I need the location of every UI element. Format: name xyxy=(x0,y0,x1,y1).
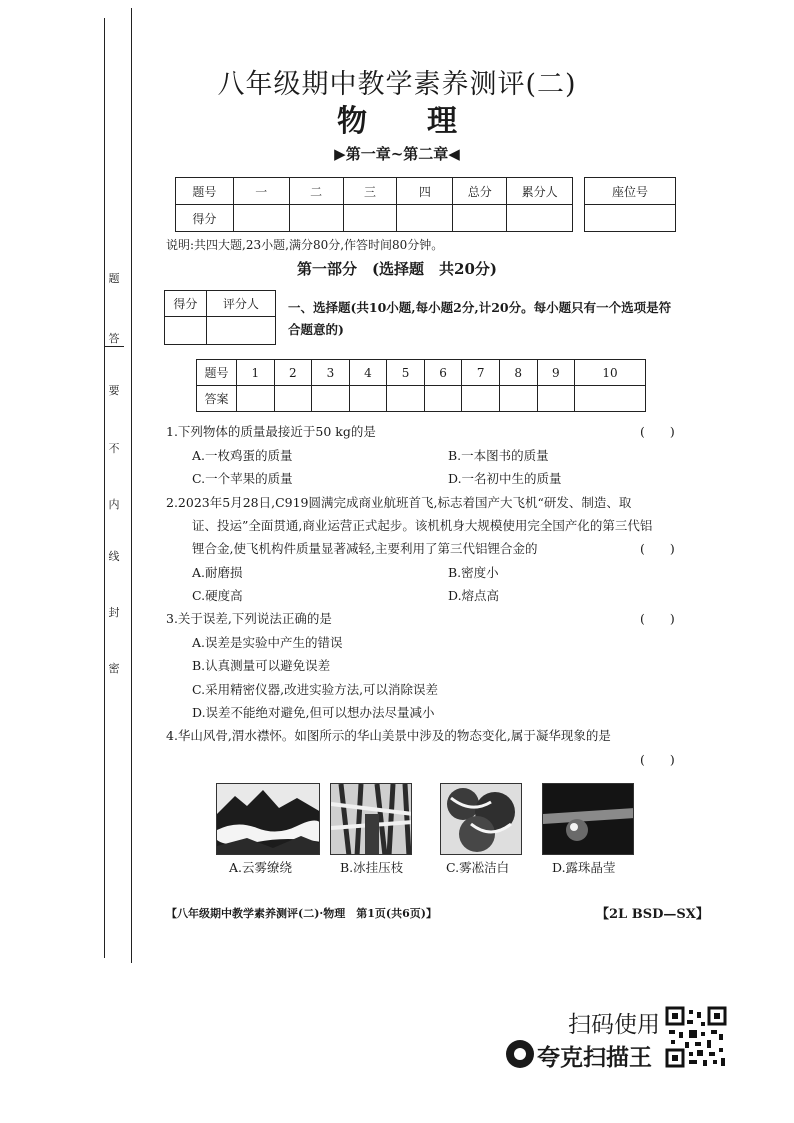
question-number-cell: 3 xyxy=(312,360,350,386)
exam-title: 八年级期中教学素养测评(二) xyxy=(217,69,577,100)
answer-paren: ( ) xyxy=(640,752,675,767)
seat-number-cell[interactable] xyxy=(585,205,676,232)
photo-caption-d: D.露珠晶莹 xyxy=(552,860,616,875)
score-cell[interactable] xyxy=(343,205,397,232)
score-cell[interactable] xyxy=(507,205,573,232)
answer-cell[interactable] xyxy=(575,386,646,412)
score-cell[interactable] xyxy=(397,205,453,232)
score-header-cell: 累分人 xyxy=(507,178,573,205)
answer-cell[interactable] xyxy=(424,386,462,412)
grader-name-cell[interactable] xyxy=(206,317,275,345)
exam-subject: 物 理 xyxy=(337,104,457,139)
score-cell[interactable] xyxy=(453,205,507,232)
option-d: D.误差不能绝对避免,但可以想办法尽量减小 xyxy=(192,705,435,720)
answer-row-label: 题号 xyxy=(197,360,237,386)
score-table xyxy=(175,177,573,232)
score-cell[interactable] xyxy=(233,205,289,232)
grader-score-cell[interactable] xyxy=(165,317,207,345)
margin-char: 封 xyxy=(108,606,120,619)
question-stem: 1.下列物体的质量最接近于50 kg的是 xyxy=(166,424,376,439)
question-number-cell: 9 xyxy=(537,360,575,386)
photo-rime-tree xyxy=(440,783,522,855)
margin-char: 答 xyxy=(108,332,120,345)
score-header-cell: 二 xyxy=(289,178,343,205)
option-a: A.一枚鸡蛋的质量 xyxy=(192,448,293,463)
option-c: C.硬度高 xyxy=(192,588,243,603)
part-one-title: 第一部分 (选择题 共20分) xyxy=(296,260,498,278)
scanner-brand: 夸克扫描王 xyxy=(537,1045,652,1071)
question-number-cell: 5 xyxy=(387,360,425,386)
chapter-range: ▶第一章~第二章◀ xyxy=(334,145,460,163)
margin-char: 要 xyxy=(108,384,120,397)
answer-paren: ( ) xyxy=(640,424,675,439)
scan-to-use-text: 扫码使用 xyxy=(568,1012,660,1038)
margin-char: 密 xyxy=(108,662,120,675)
margin-char: 不 xyxy=(108,442,120,455)
question-stem: 4.华山风骨,渭水襟怀。如图所示的华山美景中涉及的物态变化,属于凝华现象的是 xyxy=(166,728,611,743)
question-stem: 3.关于误差,下列说法正确的是 xyxy=(166,611,332,626)
answer-table xyxy=(196,359,646,412)
answer-paren: ( ) xyxy=(640,541,675,556)
photo-caption-a: A.云雾缭绕 xyxy=(229,860,293,875)
question-stem: 证、投运”全面贯通,商业运营正式起步。该机机身大规模使用完全国产化的第三代铝 xyxy=(192,518,653,533)
photo-caption-c: C.雾凇洁白 xyxy=(446,860,510,875)
question-number-cell: 7 xyxy=(462,360,500,386)
paper-code: 【2L BSD—SX】 xyxy=(596,907,709,922)
grader-score-label: 得分 xyxy=(165,291,207,317)
answer-cell[interactable] xyxy=(349,386,387,412)
page-footer: 【八年级期中教学素养测评(二)·物理 第1页(共6页)】 xyxy=(166,907,437,920)
option-c: C.一个苹果的质量 xyxy=(192,471,293,486)
option-d: D.一名初中生的质量 xyxy=(448,471,562,486)
photo-caption-b: B.冰挂压枝 xyxy=(340,860,404,875)
option-c: C.采用精密仪器,改进实验方法,可以消除误差 xyxy=(192,682,439,697)
section-one-heading: 一、选择题(共10小题,每小题2分,计20分。每小题只有一个选项是符合题意的) xyxy=(288,300,672,337)
question-number-cell: 1 xyxy=(237,360,275,386)
score-cell[interactable] xyxy=(289,205,343,232)
answer-paren: ( ) xyxy=(640,611,675,626)
scanner-logo-icon xyxy=(506,1040,534,1068)
answer-cell[interactable] xyxy=(462,386,500,412)
seat-label: 座位号 xyxy=(585,178,676,205)
answer-row-label: 答案 xyxy=(197,386,237,412)
score-row-label: 得分 xyxy=(176,205,234,232)
margin-char: 线 xyxy=(108,550,120,563)
answer-cell[interactable] xyxy=(537,386,575,412)
answer-cell[interactable] xyxy=(387,386,425,412)
photo-dew-drop xyxy=(542,783,634,855)
question-number-cell: 2 xyxy=(274,360,312,386)
question-stem: 2.2023年5月28日,C919圆满完成商业航班首飞,标志着国产大飞机“研发、制造、取 xyxy=(166,495,632,510)
score-header-cell: 总分 xyxy=(453,178,507,205)
question-number-cell: 4 xyxy=(349,360,387,386)
answer-cell[interactable] xyxy=(237,386,275,412)
grader-box xyxy=(164,290,276,345)
option-b: B.认真测量可以避免误差 xyxy=(192,658,331,673)
margin-char: 内 xyxy=(108,498,120,511)
answer-cell[interactable] xyxy=(274,386,312,412)
qr-code-icon[interactable] xyxy=(665,1006,727,1068)
option-a: A.耐磨损 xyxy=(192,565,243,580)
option-b: B.密度小 xyxy=(448,565,499,580)
score-header-cell: 一 xyxy=(233,178,289,205)
answer-cell[interactable] xyxy=(499,386,537,412)
photo-ice-branches xyxy=(330,783,412,855)
question-number-cell: 6 xyxy=(424,360,462,386)
option-b: B.一本图书的质量 xyxy=(448,448,549,463)
exam-instructions: 说明:共四大题,23小题,满分80分,作答时间80分钟。 xyxy=(166,238,444,252)
seat-table xyxy=(584,177,676,232)
option-a: A.误差是实验中产生的错误 xyxy=(192,635,343,650)
answer-cell[interactable] xyxy=(312,386,350,412)
score-header-cell: 三 xyxy=(343,178,397,205)
margin-tick xyxy=(104,346,124,347)
option-d: D.熔点高 xyxy=(448,588,500,603)
question-stem: 锂合金,使飞机构件质量显著减轻,主要利用了第三代铝锂合金的 xyxy=(192,541,538,556)
photo-clouds-mist xyxy=(216,783,320,855)
question-number-cell: 10 xyxy=(575,360,646,386)
question-number-cell: 8 xyxy=(499,360,537,386)
margin-char: 题 xyxy=(108,272,120,285)
score-header-cell: 题号 xyxy=(176,178,234,205)
grader-name-label: 评分人 xyxy=(206,291,275,317)
score-header-cell: 四 xyxy=(397,178,453,205)
